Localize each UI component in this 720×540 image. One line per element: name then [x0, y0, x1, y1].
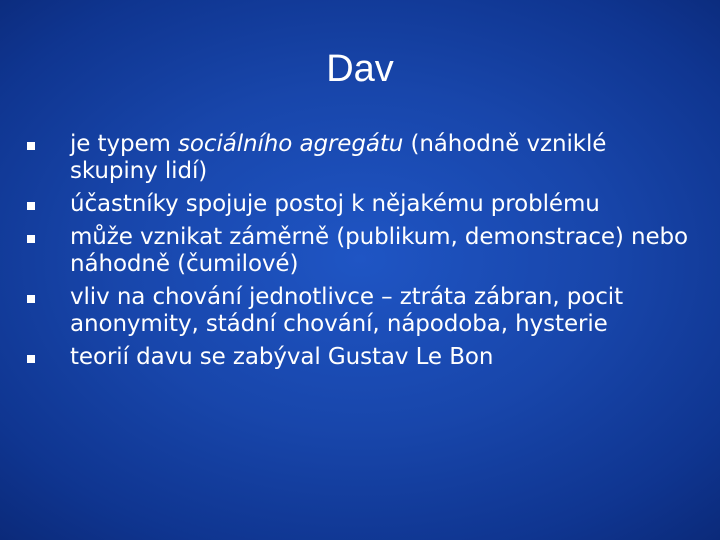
slide-title: Dav: [326, 48, 394, 90]
bullet-text: může vznikat záměrně (publikum, demonstrace) nebo náhodně (čumilové): [70, 224, 688, 277]
bullet-text: vliv na chování jednotlivce – ztráta zábran, pocit anonymity, stádní chování, nápodoba, hysterie: [70, 284, 623, 337]
bullet-text: účastníky spojuje postoj k nějakému problému: [70, 191, 600, 217]
square-bullet-icon: [27, 295, 35, 303]
bullet-item: [0, 224, 720, 278]
bullet-emphasis: sociálního agregátu: [178, 131, 404, 157]
bullet-list: [0, 131, 720, 371]
bullet-text-end: (náhodně vzniklé skupiny lidí): [70, 131, 607, 184]
bullet-item: [0, 131, 720, 185]
square-bullet-icon: [27, 202, 35, 210]
bullet-item: [0, 284, 720, 338]
bullet-text-start: je typem: [70, 131, 179, 157]
bullet-item: [0, 344, 720, 371]
square-bullet-icon: [27, 355, 35, 363]
bullet-text: teorií davu se zabýval Gustav Le Bon: [70, 344, 494, 370]
square-bullet-icon: [27, 142, 35, 150]
square-bullet-icon: [27, 235, 35, 243]
bullet-item: [0, 191, 720, 218]
